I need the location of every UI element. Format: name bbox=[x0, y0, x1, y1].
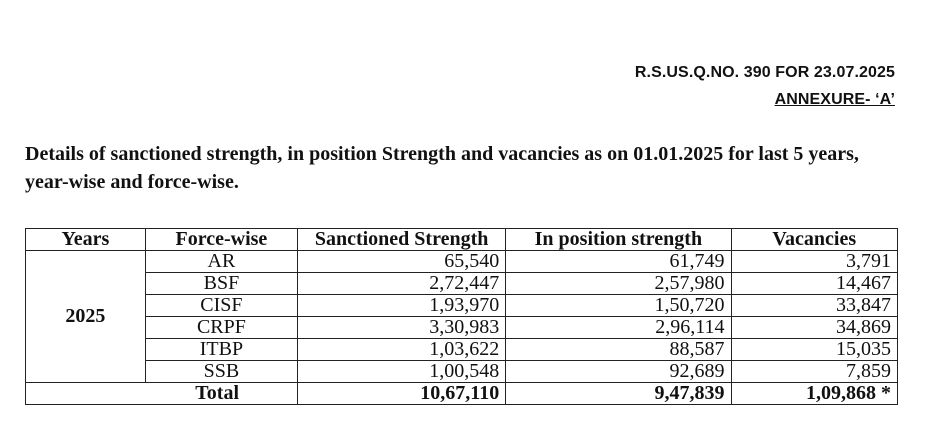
force-cell: AR bbox=[145, 251, 297, 273]
total-sanctioned: 10,67,110 bbox=[298, 383, 506, 405]
header-force-wise: Force-wise bbox=[145, 229, 297, 251]
table-row bbox=[26, 295, 898, 317]
header-in-position-strength: In position strength bbox=[506, 229, 731, 251]
table-header-row bbox=[26, 229, 898, 251]
sanctioned-cell: 2,72,447 bbox=[298, 273, 506, 295]
sanctioned-cell: 1,03,622 bbox=[298, 339, 506, 361]
vacancies-cell: 34,869 bbox=[731, 317, 897, 339]
strength-table bbox=[25, 228, 898, 405]
year-cell: 2025 bbox=[26, 251, 146, 383]
total-label: Total bbox=[26, 383, 298, 405]
in-position-cell: 1,50,720 bbox=[506, 295, 731, 317]
vacancies-cell: 33,847 bbox=[731, 295, 897, 317]
table-row bbox=[26, 339, 898, 361]
in-position-cell: 61,749 bbox=[506, 251, 731, 273]
sanctioned-cell: 65,540 bbox=[298, 251, 506, 273]
sanctioned-cell: 3,30,983 bbox=[298, 317, 506, 339]
force-cell: ITBP bbox=[145, 339, 297, 361]
sanctioned-cell: 1,93,970 bbox=[298, 295, 506, 317]
in-position-cell: 92,689 bbox=[506, 361, 731, 383]
vacancies-cell: 3,791 bbox=[731, 251, 897, 273]
header-sanctioned-strength: Sanctioned Strength bbox=[298, 229, 506, 251]
table-row bbox=[26, 273, 898, 295]
table-row bbox=[26, 361, 898, 383]
annexure-label: ANNEXURE- ‘A’ bbox=[774, 91, 895, 108]
header-vacancies: Vacancies bbox=[731, 229, 897, 251]
sanctioned-cell: 1,00,548 bbox=[298, 361, 506, 383]
total-vacancies: 1,09,868 * bbox=[731, 383, 897, 405]
in-position-cell: 2,57,980 bbox=[506, 273, 731, 295]
header-years: Years bbox=[26, 229, 146, 251]
force-cell: BSF bbox=[145, 273, 297, 295]
in-position-cell: 88,587 bbox=[506, 339, 731, 361]
reference-number: R.S.US.Q.NO. 390 FOR 23.07.2025 bbox=[634, 64, 895, 81]
force-cell: CISF bbox=[145, 295, 297, 317]
total-row bbox=[26, 383, 898, 405]
in-position-cell: 2,96,114 bbox=[506, 317, 731, 339]
intro-paragraph: Details of sanctioned strength, in position Strength and vacancies as on 01.01.2025 for last 5 years, year-wise and force-wise. bbox=[25, 143, 859, 193]
force-cell: CRPF bbox=[145, 317, 297, 339]
vacancies-cell: 15,035 bbox=[731, 339, 897, 361]
force-cell: SSB bbox=[145, 361, 297, 383]
vacancies-cell: 14,467 bbox=[731, 273, 897, 295]
table-row bbox=[26, 317, 898, 339]
vacancies-cell: 7,859 bbox=[731, 361, 897, 383]
table-row bbox=[26, 251, 898, 273]
total-in-position: 9,47,839 bbox=[506, 383, 731, 405]
